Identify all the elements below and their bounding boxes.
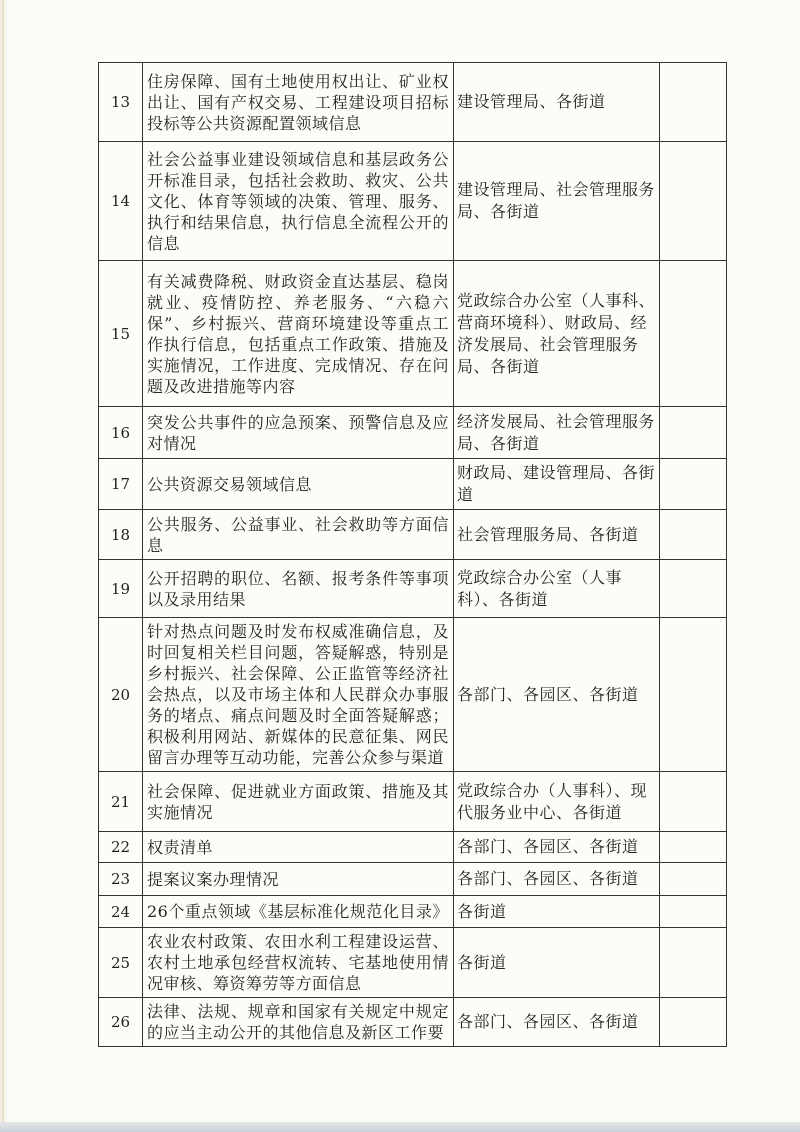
row-responsible-units-cell: 各街道 bbox=[454, 928, 660, 998]
table-row bbox=[99, 63, 727, 142]
row-disclosure-item-cell: 提案议案办理情况 bbox=[143, 863, 454, 896]
row-number-cell: 25 bbox=[99, 928, 143, 998]
row-number-cell: 21 bbox=[99, 772, 143, 832]
row-disclosure-item-cell: 针对热点问题及时发布权威准确信息，及时回复相关栏目问题，答疑解惑，特别是乡村振兴、社会保障、公正监管等经济社会热点，以及市场主体和人民群众办事服务的堵点、痛点问题及时全面答疑解惑；积极利用网站、新媒体的民意征集、网民留言办理等互动功能，完善公众参与渠道 bbox=[143, 618, 454, 772]
row-disclosure-item-cell: 公共服务、公益事业、社会救助等方面信息 bbox=[143, 510, 454, 560]
table-row bbox=[99, 261, 727, 407]
row-responsible-units-cell: 党政综合办公室（人事科）、各街道 bbox=[454, 560, 660, 618]
row-number-cell: 15 bbox=[99, 261, 143, 407]
table-row bbox=[99, 142, 727, 261]
table-row bbox=[99, 863, 727, 896]
table-row bbox=[99, 560, 727, 618]
row-empty-cell bbox=[660, 618, 727, 772]
table-row bbox=[99, 896, 727, 928]
row-responsible-units-cell: 各部门、各园区、各街道 bbox=[454, 863, 660, 896]
scan-artifact-bottom-edge bbox=[0, 1122, 800, 1132]
row-empty-cell bbox=[660, 560, 727, 618]
row-disclosure-item-cell: 社会保障、促进就业方面政策、措施及其实施情况 bbox=[143, 772, 454, 832]
row-number-cell: 24 bbox=[99, 896, 143, 928]
table-row bbox=[99, 928, 727, 998]
row-empty-cell bbox=[660, 863, 727, 896]
row-number-cell: 17 bbox=[99, 459, 143, 510]
table-row bbox=[99, 832, 727, 863]
row-disclosure-item-cell: 法律、法规、规章和国家有关规定中规定的应当主动公开的其他信息及新区工作要 bbox=[143, 998, 454, 1047]
table-row bbox=[99, 407, 727, 459]
row-number-cell: 14 bbox=[99, 142, 143, 261]
row-responsible-units-cell: 经济发展局、社会管理服务局、各街道 bbox=[454, 407, 660, 459]
row-empty-cell bbox=[660, 142, 727, 261]
scan-artifact-left-line bbox=[2, 0, 4, 1122]
row-disclosure-item-cell: 突发公共事件的应急预案、预警信息及应对情况 bbox=[143, 407, 454, 459]
row-responsible-units-cell: 财政局、建设管理局、各街道 bbox=[454, 459, 660, 510]
row-disclosure-item-cell: 有关减费降税、财政资金直达基层、稳岗就业、疫情防控、养老服务、“六稳六保”、乡村振兴、营商环境建设等重点工作执行信息，包括重点工作政策、措施及实施情况，工作进度、完成情况、存在问题及改进措施等内容 bbox=[143, 261, 454, 407]
table-row bbox=[99, 998, 727, 1047]
row-number-cell: 16 bbox=[99, 407, 143, 459]
row-empty-cell bbox=[660, 459, 727, 510]
row-empty-cell bbox=[660, 63, 727, 142]
row-disclosure-item-cell: 26个重点领域《基层标准化规范化目录》 bbox=[143, 896, 454, 928]
row-disclosure-item-cell: 权责清单 bbox=[143, 832, 454, 863]
row-responsible-units-cell: 社会管理服务局、各街道 bbox=[454, 510, 660, 560]
row-number-cell: 19 bbox=[99, 560, 143, 618]
row-responsible-units-cell: 各街道 bbox=[454, 896, 660, 928]
row-number-cell: 22 bbox=[99, 832, 143, 863]
table-row bbox=[99, 459, 727, 510]
table-row bbox=[99, 510, 727, 560]
row-responsible-units-cell: 各部门、各园区、各街道 bbox=[454, 998, 660, 1047]
row-empty-cell bbox=[660, 261, 727, 407]
row-number-cell: 18 bbox=[99, 510, 143, 560]
row-responsible-units-cell: 建设管理局、各街道 bbox=[454, 63, 660, 142]
scan-artifact-top-edge bbox=[0, 0, 800, 4]
row-empty-cell bbox=[660, 896, 727, 928]
row-number-cell: 20 bbox=[99, 618, 143, 772]
row-empty-cell bbox=[660, 407, 727, 459]
table-row bbox=[99, 772, 727, 832]
row-disclosure-item-cell: 社会公益事业建设领域信息和基层政务公开标准目录，包括社会救助、救灾、公共文化、体育等领域的决策、管理、服务、执行和结果信息，执行信息全流程公开的信息 bbox=[143, 142, 454, 261]
row-number-cell: 13 bbox=[99, 63, 143, 142]
row-empty-cell bbox=[660, 998, 727, 1047]
row-empty-cell bbox=[660, 928, 727, 998]
row-disclosure-item-cell: 住房保障、国有土地使用权出让、矿业权出让、国有产权交易、工程建设项目招标投标等公共资源配置领域信息 bbox=[143, 63, 454, 142]
row-empty-cell bbox=[660, 832, 727, 863]
row-empty-cell bbox=[660, 772, 727, 832]
row-disclosure-item-cell: 农业农村政策、农田水利工程建设运营、农村土地承包经营权流转、宅基地使用情况审核、筹资筹劳等方面信息 bbox=[143, 928, 454, 998]
row-responsible-units-cell: 党政综合办公室（人事科、营商环境科）、财政局、经济发展局、社会管理服务局、各街道 bbox=[454, 261, 660, 407]
row-responsible-units-cell: 党政综合办（人事科）、现代服务业中心、各街道 bbox=[454, 772, 660, 832]
row-number-cell: 23 bbox=[99, 863, 143, 896]
row-responsible-units-cell: 各部门、各园区、各街道 bbox=[454, 618, 660, 772]
row-empty-cell bbox=[660, 510, 727, 560]
row-disclosure-item-cell: 公共资源交易领域信息 bbox=[143, 459, 454, 510]
row-disclosure-item-cell: 公开招聘的职位、名额、报考条件等事项以及录用结果 bbox=[143, 560, 454, 618]
table-body bbox=[99, 63, 727, 1047]
row-responsible-units-cell: 各部门、各园区、各街道 bbox=[454, 832, 660, 863]
row-responsible-units-cell: 建设管理局、社会管理服务局、各街道 bbox=[454, 142, 660, 261]
row-number-cell: 26 bbox=[99, 998, 143, 1047]
table-row bbox=[99, 618, 727, 772]
disclosure-items-table bbox=[98, 62, 727, 1047]
